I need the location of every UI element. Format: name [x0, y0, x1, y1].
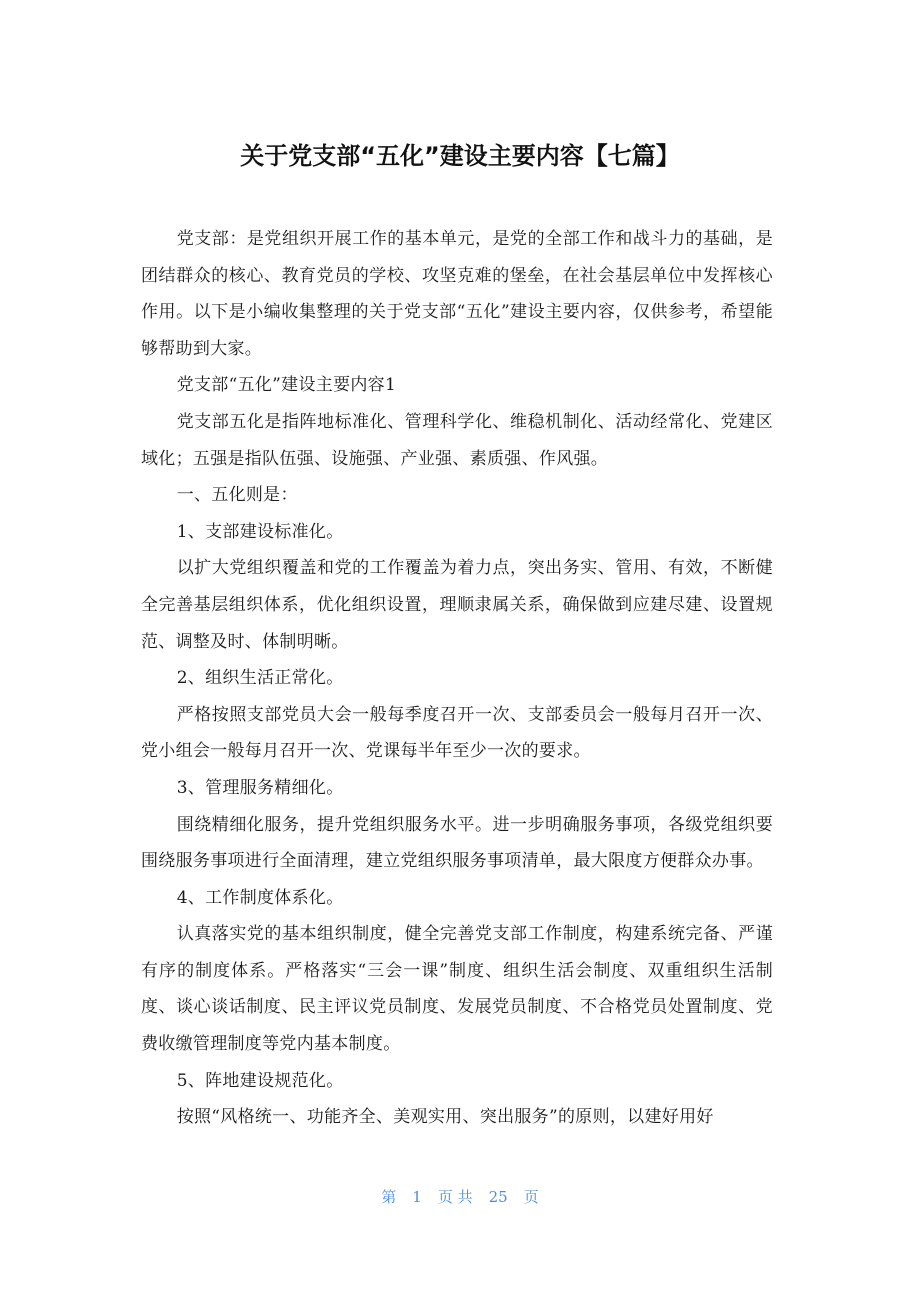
footer-current-page: 1: [412, 1188, 422, 1206]
document-title: 关于党支部“五化”建设主要内容【七篇】: [240, 142, 680, 170]
footer-total-pages: 25: [488, 1188, 508, 1206]
section-heading-1: 党支部“五化”建设主要内容1: [176, 375, 397, 396]
item-heading-4: 4、工作制度体系化。: [176, 887, 344, 908]
paragraph-definition: 党支部五化是指阵地标准化、管理科学化、维稳机制化、活动经常化、党建区域化；五强是指队伍强、设施强、产业强、素质强、作风强。: [141, 411, 773, 469]
document-body: [141, 221, 773, 1136]
footer-suffix: 页: [523, 1188, 539, 1206]
footer-prefix: 第: [381, 1188, 397, 1206]
item-heading-1: 1、支部建设标准化。: [176, 521, 344, 542]
item-body-4: 认真落实党的基本组织制度，健全完善党支部工作制度，构建系统完备、严谨有序的制度体系。严格落实“三会一课”制度、组织生活会制度、双重组织生活制度、谈心谈话制度、民主评议党员制度、发展党员制度、不合格党员处置制度、党费收缴管理制度等党内基本制度。: [141, 924, 773, 1055]
page-footer: [0, 1184, 920, 1210]
subheading-five-principles: 一、五化则是：: [176, 485, 298, 506]
item-heading-3: 3、管理服务精细化。: [176, 777, 344, 798]
item-body-1: 以扩大党组织覆盖和党的工作覆盖为着力点，突出务实、管用、有效，不断健全完善基层组织体系，优化组织设置，理顺隶属关系，确保做到应建尽建、设置规范、调整及时、体制明晰。: [141, 558, 773, 652]
item-heading-2: 2、组织生活正常化。: [176, 668, 344, 689]
item-body-3: 围绕精细化服务，提升党组织服务水平。进一步明确服务事项，各级党组织要围绕服务事项进行全面清理，建立党组织服务事项清单，最大限度方便群众办事。: [141, 814, 773, 872]
item-body-2: 严格按照支部党员大会一般每季度召开一次、支部委员会一般每月召开一次、党小组会一般每月召开一次、党课每半年至少一次的要求。: [141, 704, 773, 762]
item-heading-5: 5、阵地建设规范化。: [176, 1070, 344, 1091]
paragraph-intro: 党支部：是党组织开展工作的基本单元，是党的全部工作和战斗力的基础，是团结群众的核心、教育党员的学校、攻坚克难的堡垒，在社会基层单位中发挥核心作用。以下是小编收集整理的关于党支部“五化”建设主要内容，仅供参考，希望能够帮助到大家。: [141, 229, 773, 359]
footer-middle: 页 共: [437, 1188, 473, 1206]
item-body-5: 按照“风格统一、功能齐全、美观实用、突出服务”的原则，以建好用好: [176, 1107, 714, 1128]
